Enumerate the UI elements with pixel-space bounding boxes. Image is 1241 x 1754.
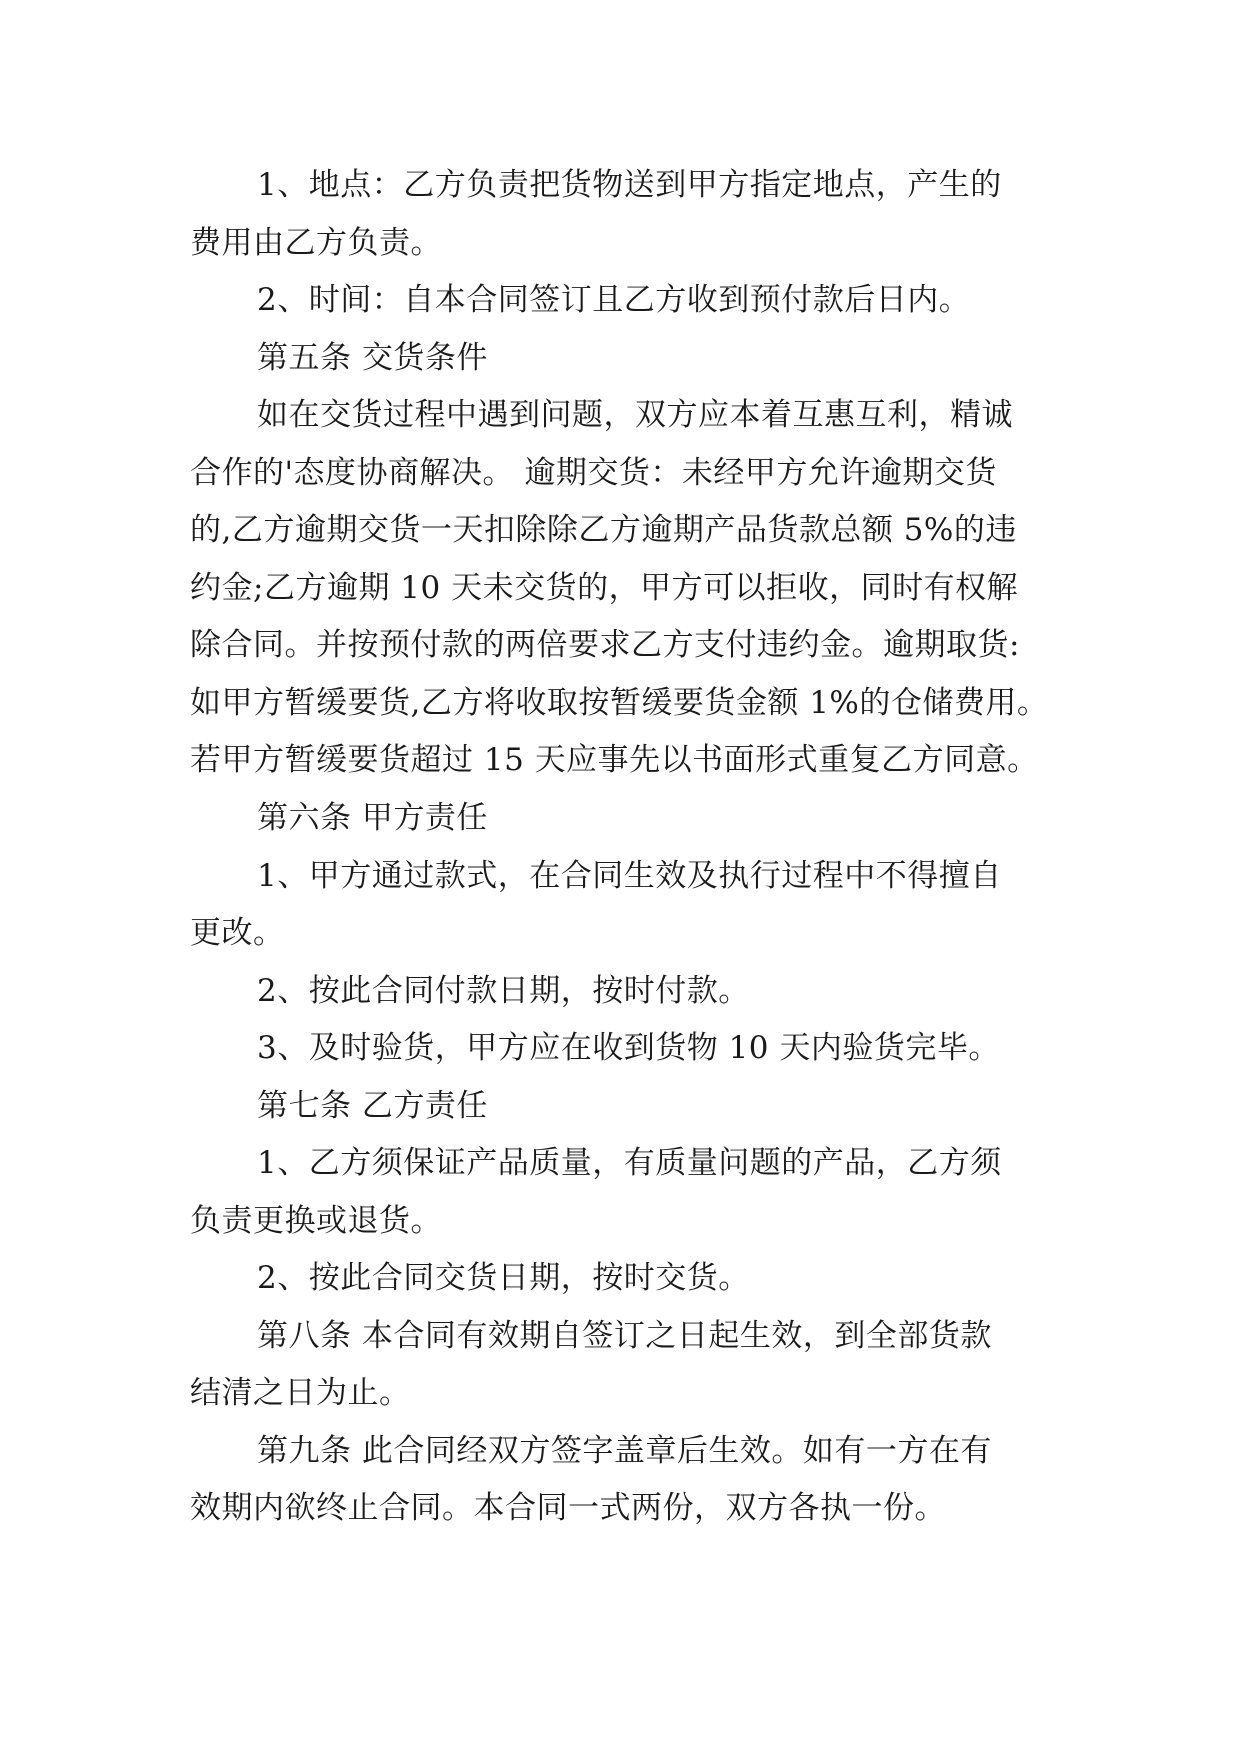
paragraph-line: 更改。	[190, 915, 285, 951]
paragraph-line: 如在交货过程中遇到问题，双方应本着互惠互利，精诚	[257, 397, 1013, 433]
paragraph-line: 如甲方暂缓要货,乙方将收取按暂缓要货金额 1%的仓储费用。	[190, 685, 1049, 721]
paragraph-line: 结清之日为止。	[190, 1375, 411, 1411]
section-heading: 第七条 乙方责任	[257, 1088, 488, 1124]
paragraph-line: 费用由乙方负责。	[190, 225, 442, 261]
paragraph-line: 1、乙方须保证产品质量，有质量问题的产品，乙方须	[257, 1145, 1002, 1181]
section-heading: 第五条 交货条件	[257, 340, 488, 376]
section-heading: 第九条 此合同经双方签字盖章后生效。如有一方在有	[257, 1433, 992, 1469]
paragraph-line: 约金;乙方逾期 10 天未交货的，甲方可以拒收，同时有权解	[190, 570, 1019, 606]
paragraph-line: 3、及时验货，甲方应在收到货物 10 天内验货完毕。	[257, 1030, 1000, 1066]
paragraph-line: 2、时间：自本合同签订且乙方收到预付款后日内。	[257, 282, 971, 318]
paragraph-line: 效期内欲终止合同。本合同一式两份，双方各执一份。	[190, 1490, 946, 1526]
paragraph-line: 负责更换或退货。	[190, 1203, 442, 1239]
paragraph-line: 2、按此合同付款日期，按时付款。	[257, 973, 750, 1009]
paragraph-line: 1、甲方通过款式，在合同生效及执行过程中不得擅自	[257, 858, 1002, 894]
paragraph-line: 2、按此合同交货日期，按时交货。	[257, 1260, 750, 1296]
paragraph-line: 合作的'态度协商解决。 逾期交货：未经甲方允许逾期交货	[190, 455, 997, 491]
paragraph-line: 的,乙方逾期交货一天扣除除乙方逾期产品货款总额 5%的违	[190, 512, 1017, 548]
paragraph-line: 若甲方暂缓要货超过 15 天应事先以书面形式重复乙方同意。	[190, 742, 1039, 778]
section-heading: 第八条 本合同有效期自签订之日起生效，到全部货款	[257, 1318, 992, 1354]
paragraph-line: 1、地点：乙方负责把货物送到甲方指定地点，产生的	[257, 167, 1002, 203]
paragraph-line: 除合同。并按预付款的两倍要求乙方支付违约金。逾期取货:	[190, 627, 1020, 663]
section-heading: 第六条 甲方责任	[257, 800, 488, 836]
